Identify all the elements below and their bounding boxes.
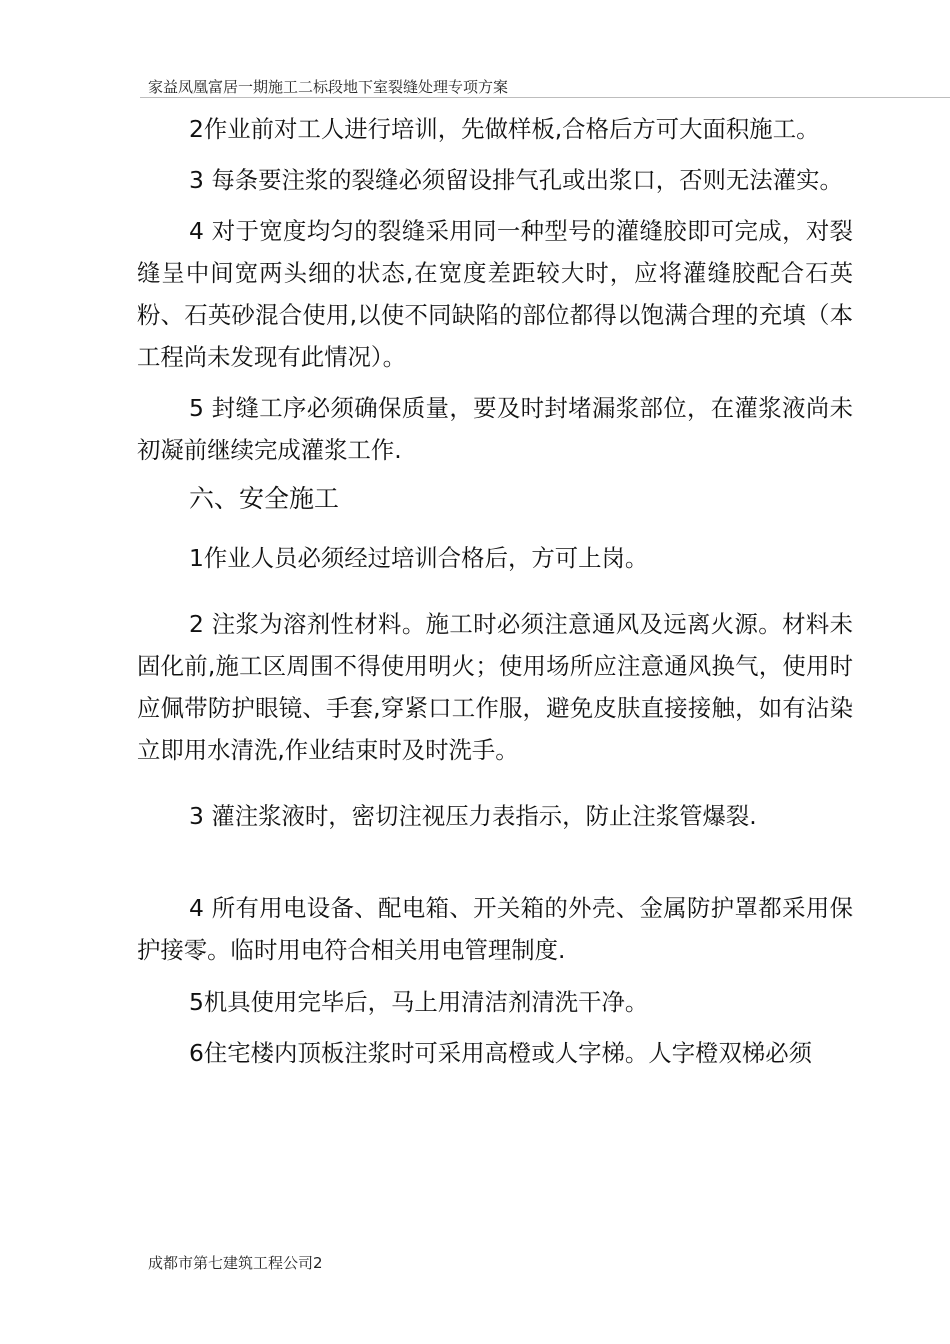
document-body xyxy=(137,108,853,1074)
safety-item-6: 6住宅楼内顶板注浆时可采用高橙或人字梯。人字橙双梯必须 xyxy=(189,1039,813,1067)
page-header: 家益凤凰富居一期施工二标段地下室裂缝处理专项方案 xyxy=(148,78,509,96)
paragraph-item-4: 4 对于宽度均匀的裂缝采用同一种型号的灌缝胶即可完成，对裂缝呈中间宽两头细的状态,在宽度差距较大时，应将灌缝胶配合石英粉、石英砂混合使用,以使不同缺陷的部位都得以饱满合理的充填（本工程尚未发现有此情况）。 xyxy=(137,217,853,371)
page-footer: 成都市第七建筑工程公司2 xyxy=(148,1254,323,1272)
safety-item-3: 3 灌注浆液时，密切注视压力表指示，防止注浆管爆裂. xyxy=(189,802,757,830)
paragraph-item-3: 3 每条要注浆的裂缝必须留设排气孔或出浆口，否则无法灌实。 xyxy=(189,166,843,194)
safety-item-1: 1作业人员必须经过培训合格后，方可上岗。 xyxy=(189,544,649,572)
header-divider xyxy=(140,97,950,98)
paragraph-item-5: 5 封缝工序必须确保质量，要及时封堵漏浆部位，在灌浆液尚未初凝前继续完成灌浆工作. xyxy=(137,394,853,464)
safety-item-4: 4 所有用电设备、配电箱、开关箱的外壳、金属防护罩都采用保护接零。临时用电符合相关用电管理制度. xyxy=(137,894,853,964)
paragraph-item-2: 2作业前对工人进行培训，先做样板,合格后方可大面积施工。 xyxy=(189,115,820,143)
section-heading: 六、安全施工 xyxy=(189,484,340,513)
safety-item-2: 2 注浆为溶剂性材料。施工时必须注意通风及远离火源。材料未固化前,施工区周围不得使用明火；使用场所应注意通风换气，使用时应佩带防护眼镜、手套,穿紧口工作服，避免皮肤直接接触，如有沾染立即用水清洗,作业结束时及时洗手。 xyxy=(137,610,853,764)
safety-item-5: 5机具使用完毕后，马上用清洁剂清洗干净。 xyxy=(189,988,649,1016)
